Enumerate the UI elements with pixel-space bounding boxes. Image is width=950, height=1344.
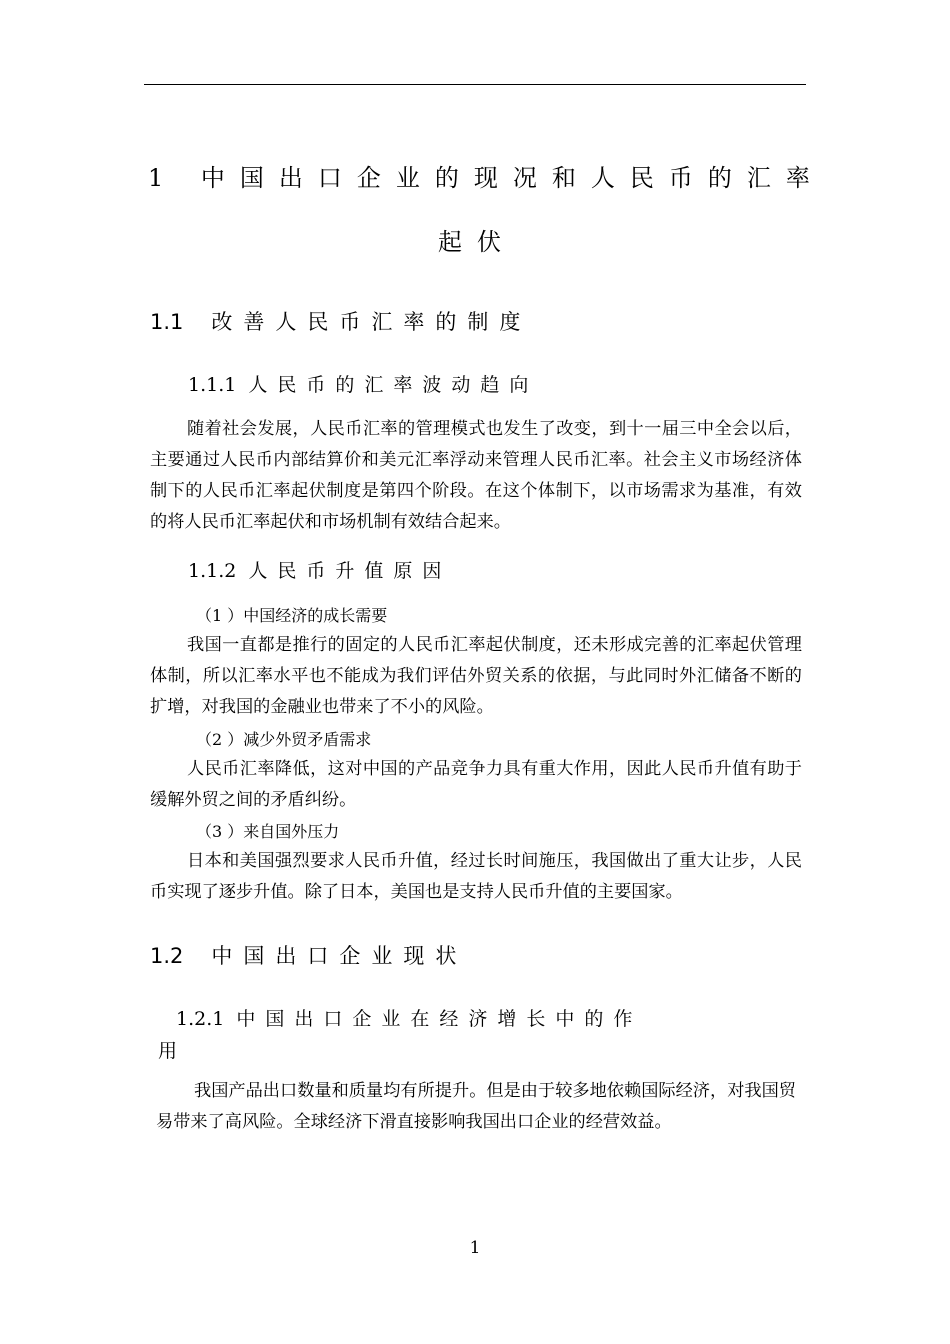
subsection-title: 人民币的汇率波动趋向 bbox=[248, 374, 539, 396]
page-number: 1 bbox=[469, 1238, 481, 1258]
subsection-heading-1-1-1 bbox=[188, 370, 538, 397]
subsection-title: 中国出口企业在经济增长中的作 bbox=[236, 1008, 643, 1030]
section-number: 1.2 bbox=[150, 944, 184, 968]
subsection-heading-1-1-2 bbox=[188, 556, 451, 583]
subsection-number: 1.1.2 bbox=[188, 560, 237, 582]
subsection-heading-1-2-1 bbox=[176, 1004, 642, 1031]
section-heading-1-2 bbox=[150, 940, 467, 970]
section-heading-1-1 bbox=[150, 306, 531, 336]
section-title: 改善人民币汇率的制度 bbox=[211, 310, 532, 334]
header-rule bbox=[144, 84, 806, 85]
subsection-title-continuation: 用 bbox=[158, 1040, 188, 1062]
section-number: 1.1 bbox=[150, 310, 184, 334]
paragraph-5: 我国产品出口数量和质量均有所提升。但是由于较多地依赖国际经济，对我国贸易带来了高风险。全球经济下滑直接影响我国出口企业的经营效益。 bbox=[156, 1081, 796, 1132]
chapter-title-line2: 起伏 bbox=[438, 228, 516, 256]
list-item-2: （2 ）减少外贸矛盾需求 bbox=[196, 730, 372, 749]
list-item-3: （3 ）来自国外压力 bbox=[196, 822, 340, 841]
paragraph-2: 我国一直都是推行的固定的人民币汇率起伏制度，还未形成完善的汇率起伏管理体制，所以汇率水平也不能成为我们评估外贸关系的依据，与此同时外汇储备不断的扩增，对我国的金融业也带来了不小的风险。 bbox=[150, 635, 802, 717]
paragraph-4: 日本和美国强烈要求人民币升值，经过长时间施压，我国做出了重大让步，人民币实现了逐步升值。除了日本，美国也是支持人民币升值的主要国家。 bbox=[150, 851, 802, 902]
chapter-title-line1: 1 中国出口企业的现况和人民币的汇率 bbox=[148, 164, 825, 192]
subsection-number: 1.1.1 bbox=[188, 374, 237, 396]
subsection-number: 1.2.1 bbox=[176, 1008, 225, 1030]
paragraph-3: 人民币汇率降低，这对中国的产品竞争力具有重大作用，因此人民币升值有助于缓解外贸之间的矛盾纠纷。 bbox=[150, 759, 802, 810]
subsection-title: 人民币升值原因 bbox=[248, 560, 452, 582]
section-title: 中国出口企业现状 bbox=[211, 944, 468, 968]
list-item-1: （1 ）中国经济的成长需要 bbox=[196, 606, 388, 625]
paragraph-1: 随着社会发展，人民币汇率的管理模式也发生了改变，到十一届三中全会以后，主要通过人民币内部结算价和美元汇率浮动来管理人民币汇率。社会主义市场经济体制下的人民币汇率起伏制度是第四个阶段。在这个体制下，以市场需求为基准，有效的将人民币汇率起伏和市场机制有效结合起来。 bbox=[150, 419, 802, 532]
